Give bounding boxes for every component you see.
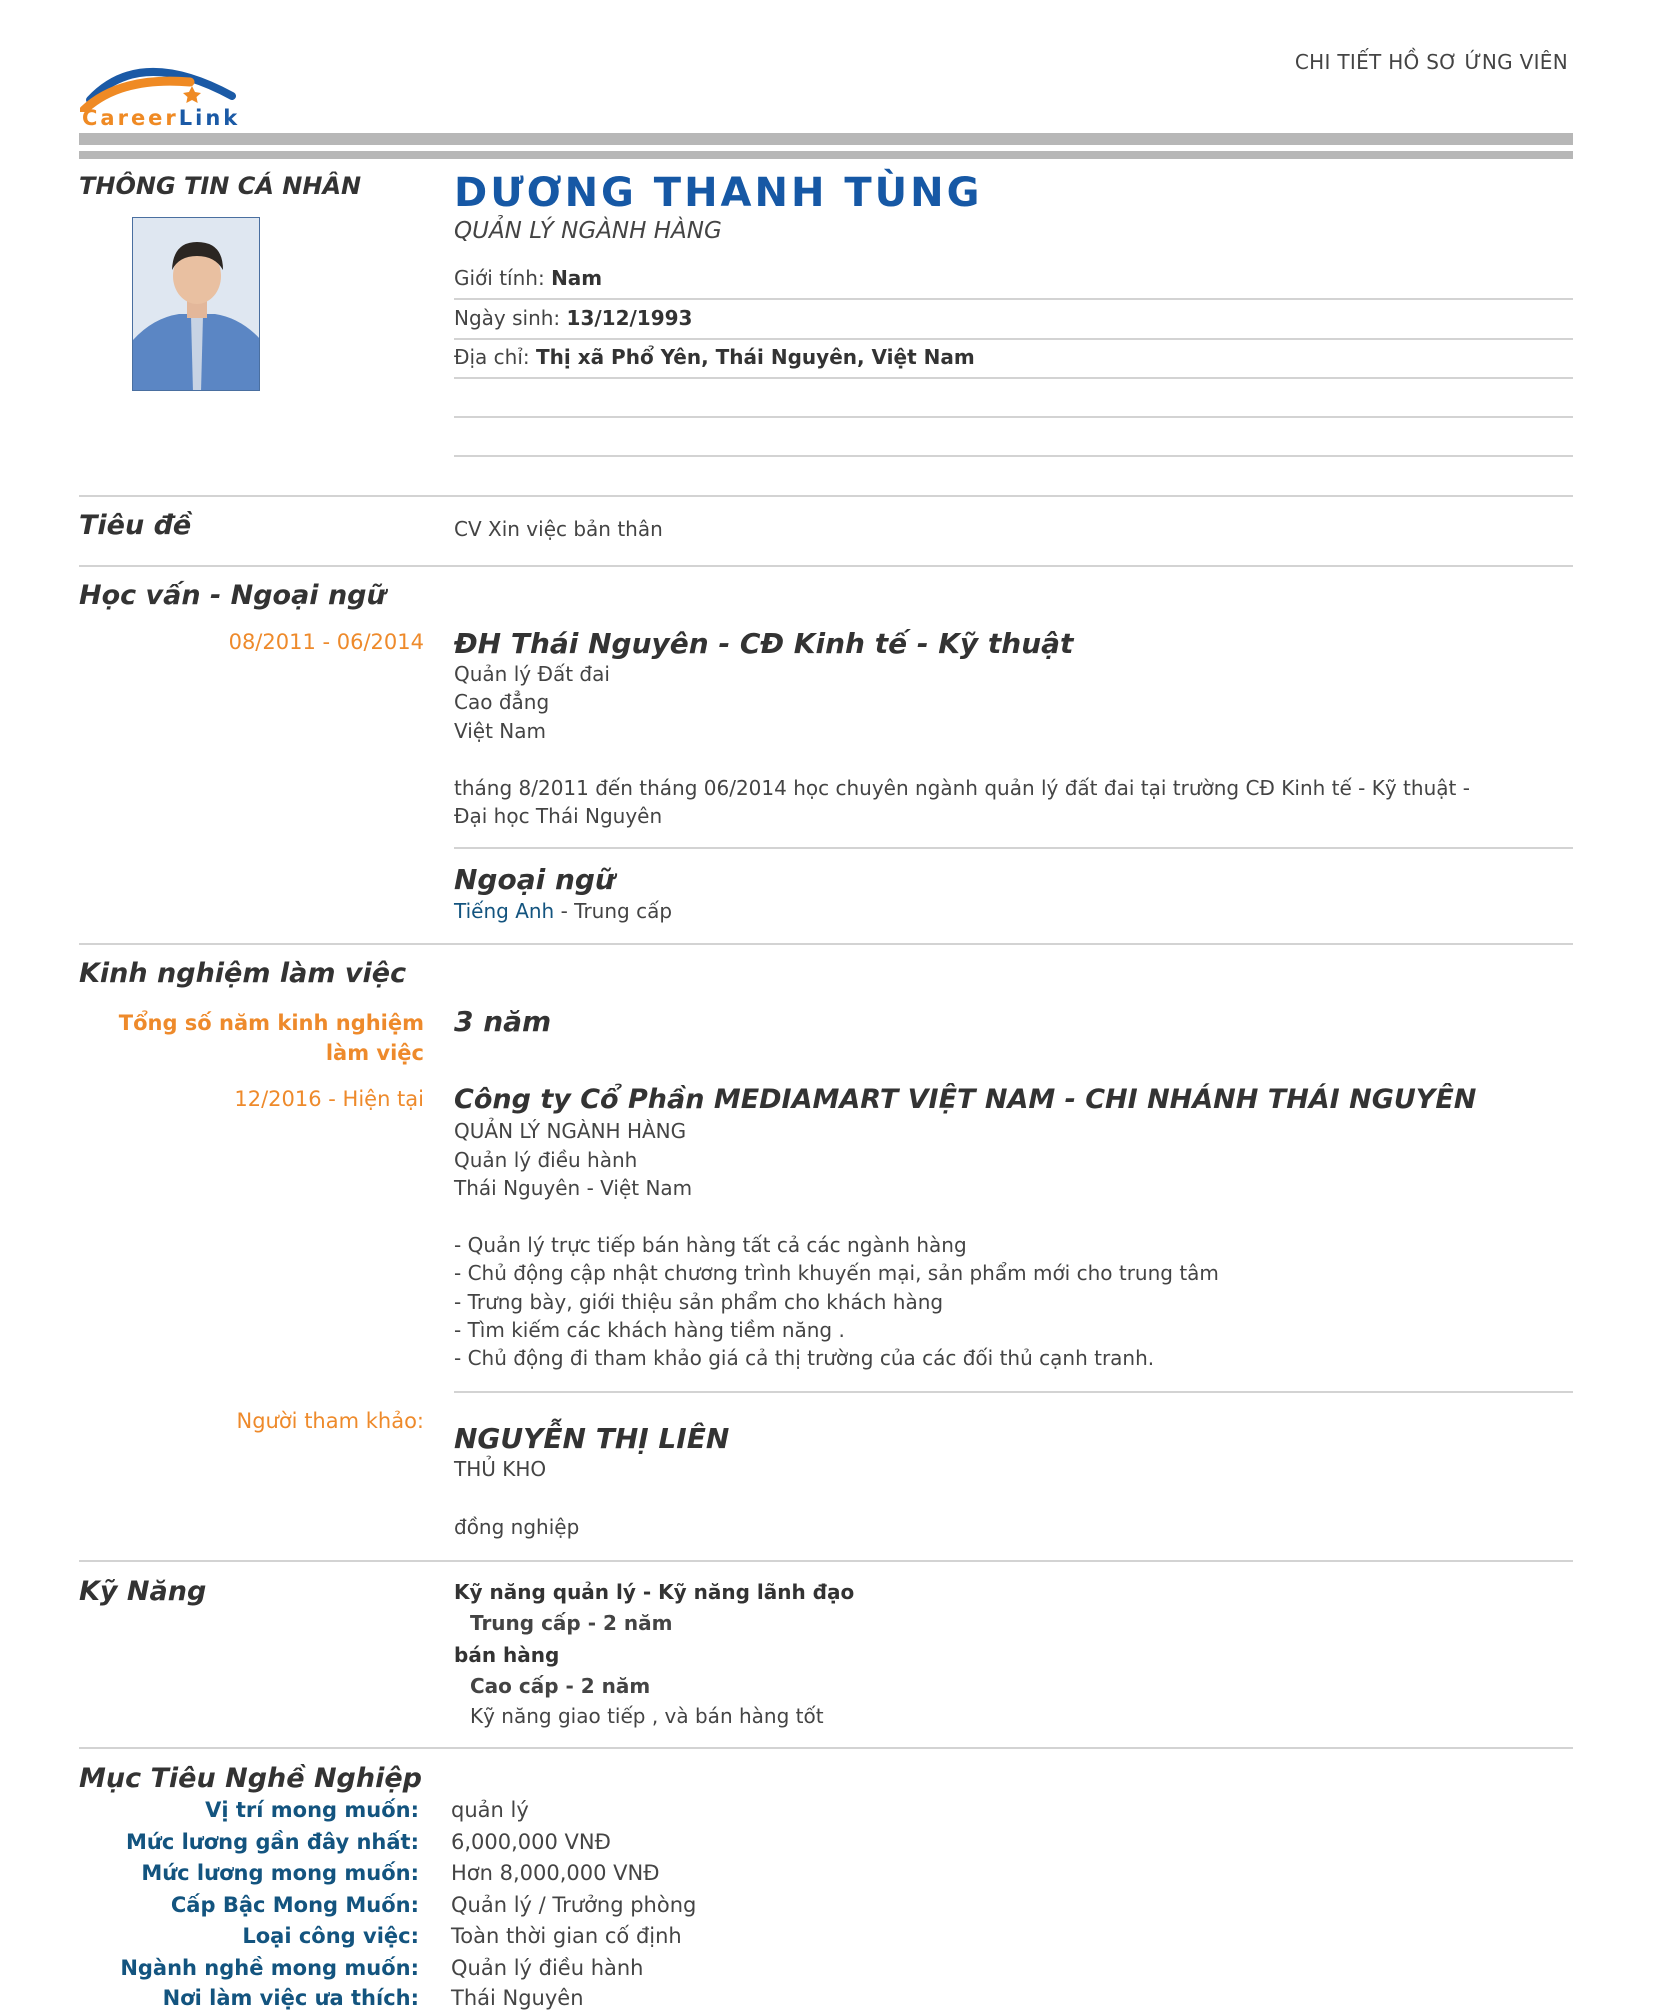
language-name: Tiếng Anh xyxy=(454,899,555,923)
total-experience-label-line-1: Tổng số năm kinh nghiệm xyxy=(118,1011,424,1035)
education-desc-line-2: Đại học Thái Nguyên xyxy=(454,804,663,828)
reference-name: NGUYỄN THỊ LIÊN xyxy=(454,1422,730,1455)
job-title: QUẢN LÝ NGÀNH HÀNG xyxy=(454,1119,687,1143)
goal-value: quản lý xyxy=(451,1798,529,1822)
gender-value: Nam xyxy=(551,266,603,290)
skill-level: Cao cấp - 2 năm xyxy=(470,1674,651,1698)
reference-label: Người tham khảo: xyxy=(236,1409,424,1433)
header-divider-thin xyxy=(79,151,1573,159)
job-duty: - Quản lý trực tiếp bán hàng tất cả các ngành hàng xyxy=(454,1233,967,1257)
education-desc-line-1: tháng 8/2011 đến tháng 06/2014 học chuyên ngành quản lý đất đai tại trường CĐ Kinh tế - Kỹ thuật - xyxy=(454,776,1470,800)
education-section-title: Học vấn - Ngoại ngữ xyxy=(79,580,386,611)
address-row xyxy=(454,345,975,369)
candidate-name: DƯƠNG THANH TÙNG xyxy=(454,170,983,216)
education-date: 08/2011 - 06/2014 xyxy=(228,630,424,654)
skill-note: Kỹ năng giao tiếp , và bán hàng tốt xyxy=(470,1704,824,1728)
skill-name: bán hàng xyxy=(454,1643,560,1667)
goal-value: Thái Nguyên xyxy=(451,1986,584,2010)
document-title: CHI TIẾT HỒ SƠ ỨNG VIÊN xyxy=(1294,50,1568,74)
address-label: Địa chỉ: xyxy=(454,345,530,369)
section-divider xyxy=(79,943,1573,945)
goal-value: Toàn thời gian cố định xyxy=(451,1924,682,1948)
dob-value: 13/12/1993 xyxy=(566,306,693,330)
gender-label: Giới tính: xyxy=(454,266,545,290)
section-divider xyxy=(79,1747,1573,1749)
total-experience-label xyxy=(119,1008,424,1068)
skills-section-title: Kỹ Năng xyxy=(79,1576,207,1607)
title-section-label: Tiêu đề xyxy=(79,510,192,541)
job-field: Quản lý điều hành xyxy=(454,1148,638,1172)
language-title: Ngoại ngữ xyxy=(454,863,615,896)
total-experience-value: 3 năm xyxy=(454,1005,552,1038)
education-major: Quản lý Đất đai xyxy=(454,662,610,686)
reference-relation: đồng nghiệp xyxy=(454,1515,580,1539)
avatar-portrait-icon xyxy=(133,218,260,391)
info-divider xyxy=(454,416,1573,418)
subsection-divider xyxy=(454,847,1573,849)
candidate-photo xyxy=(132,217,260,391)
goal-label: Mức lương gần đây nhất: xyxy=(125,1830,419,1854)
total-experience-label-line-2: làm việc xyxy=(325,1041,424,1065)
goal-value: Quản lý / Trưởng phòng xyxy=(451,1893,697,1917)
skill-level: Trung cấp - 2 năm xyxy=(470,1611,673,1635)
subsection-divider xyxy=(454,1391,1573,1393)
gender-row xyxy=(454,266,602,290)
logo-wordmark: CareerLink xyxy=(82,106,241,130)
dob-label: Ngày sinh: xyxy=(454,306,561,330)
goal-label: Loại công việc: xyxy=(242,1924,419,1948)
goal-value: Quản lý điều hành xyxy=(451,1956,644,1980)
skill-name: Kỹ năng quản lý - Kỹ năng lãnh đạo xyxy=(454,1580,855,1604)
job-duty: - Tìm kiếm các khách hàng tiềm năng . xyxy=(454,1318,845,1342)
dob-row xyxy=(454,306,692,330)
personal-section-title: THÔNG TIN CÁ NHÂN xyxy=(79,172,362,200)
goal-label: Mức lương mong muốn: xyxy=(141,1861,419,1885)
goal-label: Nơi làm việc ưa thích: xyxy=(162,1986,419,2010)
info-divider xyxy=(454,377,1573,379)
school-name: ĐH Thái Nguyên - CĐ Kinh tế - Kỹ thuật xyxy=(454,627,1074,660)
goal-label: Vị trí mong muốn: xyxy=(205,1798,419,1822)
job-location: Thái Nguyên - Việt Nam xyxy=(454,1176,693,1200)
goal-value: Hơn 8,000,000 VNĐ xyxy=(451,1861,660,1885)
header-divider xyxy=(79,133,1573,145)
experience-section-title: Kinh nghiệm làm việc xyxy=(79,958,407,989)
info-divider xyxy=(454,338,1573,340)
goal-label: Cấp Bậc Mong Muốn: xyxy=(170,1893,419,1917)
title-section-value: CV Xin việc bản thân xyxy=(454,517,663,541)
language-level: - Trung cấp xyxy=(554,899,673,923)
goals-section-title: Mục Tiêu Nghề Nghiệp xyxy=(79,1763,422,1794)
section-divider xyxy=(79,565,1573,567)
job-duty: - Chủ động đi tham khảo giá cả thị trường của các đối thủ cạnh tranh. xyxy=(454,1346,1155,1370)
candidate-position: QUẢN LÝ NGÀNH HÀNG xyxy=(454,218,722,244)
section-divider xyxy=(79,495,1573,497)
job-duty: - Chủ động cập nhật chương trình khuyến mại, sản phẩm mới cho trung tâm xyxy=(454,1261,1219,1285)
education-country: Việt Nam xyxy=(454,719,547,743)
reference-title: THỦ KHO xyxy=(454,1457,547,1481)
info-divider xyxy=(454,298,1573,300)
info-divider xyxy=(454,455,1573,457)
goal-value: 6,000,000 VNĐ xyxy=(451,1830,611,1854)
careerlink-logo[interactable] xyxy=(80,52,248,134)
section-divider xyxy=(79,1560,1573,1562)
goal-label: Ngành nghề mong muốn: xyxy=(120,1956,419,1980)
company-name: Công ty Cổ Phần MEDIAMART VIỆT NAM - CHI NHÁNH THÁI NGUYÊN xyxy=(454,1084,1477,1115)
job-date: 12/2016 - Hiện tại xyxy=(234,1087,424,1111)
education-level: Cao đẳng xyxy=(454,690,550,714)
logo-arc-icon xyxy=(80,52,248,112)
language-row xyxy=(454,897,672,926)
address-value: Thị xã Phổ Yên, Thái Nguyên, Việt Nam xyxy=(536,345,975,369)
job-duty: - Trưng bày, giới thiệu sản phẩm cho khách hàng xyxy=(454,1290,944,1314)
